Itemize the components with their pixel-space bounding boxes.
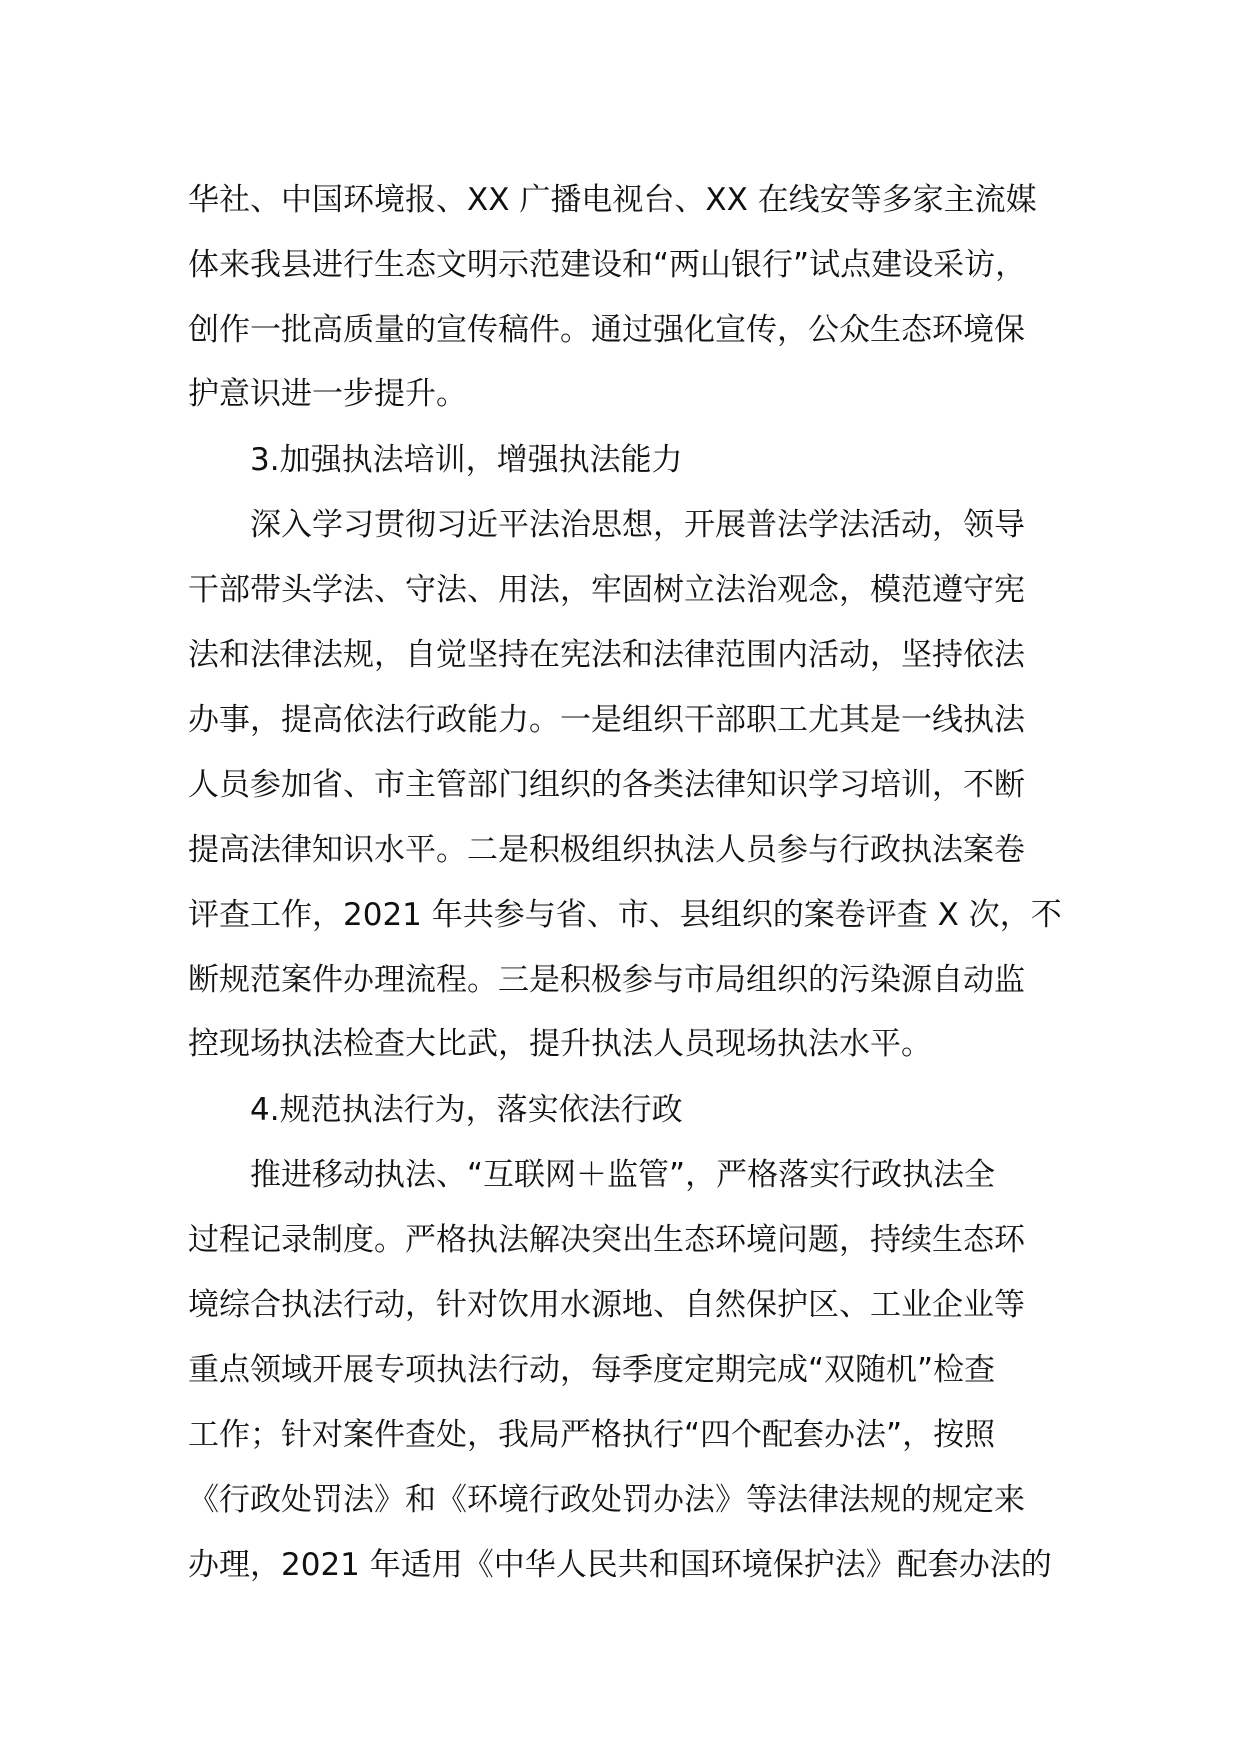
text-line: 过程记录制度。严格执法解决突出生态环境问题，持续生态环 bbox=[188, 1222, 1025, 1258]
text-line: 创作一批高质量的宣传稿件。通过强化宣传，公众生态环境保 bbox=[188, 312, 1025, 348]
text-line: 办事，提高依法行政能力。一是组织干部职工尤其是一线执法 bbox=[188, 702, 1025, 738]
text-line: 工作；针对案件查处，我局严格执行“四个配套办法”，按照 bbox=[188, 1417, 996, 1453]
text-line: 重点领域开展专项执法行动，每季度定期完成“双随机”检查 bbox=[188, 1352, 996, 1388]
text-line: 断规范案件办理流程。三是积极参与市局组织的污染源自动监 bbox=[188, 962, 1025, 998]
text-line: 控现场执法检查大比武，提升执法人员现场执法水平。 bbox=[188, 1026, 932, 1062]
paragraph-start: 推进移动执法、“互联网＋监管”，严格落实行政执法全 bbox=[250, 1157, 996, 1193]
text-line: 评查工作，2021 年共参与省、市、县组织的案卷评查 X 次，不 bbox=[188, 897, 1062, 933]
text-line: 《行政处罚法》和《环境行政处罚办法》等法律法规的规定来 bbox=[188, 1482, 1025, 1518]
text-line: 体来我县进行生态文明示范建设和“两山银行”试点建设采访， bbox=[188, 247, 1027, 283]
text-line: 提高法律知识水平。二是积极组织执法人员参与行政执法案卷 bbox=[188, 832, 1025, 868]
text-line: 境综合执法行动，针对饮用水源地、自然保护区、工业企业等 bbox=[188, 1287, 1025, 1323]
section-heading: 4.规范执法行为，落实依法行政 bbox=[250, 1092, 683, 1128]
text-line: 人员参加省、市主管部门组织的各类法律知识学习培训，不断 bbox=[188, 767, 1025, 803]
section-heading: 3.加强执法培训，增强执法能力 bbox=[250, 442, 683, 478]
paragraph-start: 深入学习贯彻习近平法治思想，开展普法学法活动，领导 bbox=[250, 507, 1025, 543]
text-line: 办理，2021 年适用《中华人民共和国环境保护法》配套办法的 bbox=[188, 1547, 1052, 1583]
text-line: 法和法律法规，自觉坚持在宪法和法律范围内活动，坚持依法 bbox=[188, 637, 1025, 673]
text-line: 华社、中国环境报、XX 广播电视台、XX 在线安等多家主流媒 bbox=[188, 182, 1037, 218]
text-line: 干部带头学法、守法、用法，牢固树立法治观念，模范遵守宪 bbox=[188, 572, 1025, 608]
text-line: 护意识进一步提升。 bbox=[188, 376, 467, 412]
